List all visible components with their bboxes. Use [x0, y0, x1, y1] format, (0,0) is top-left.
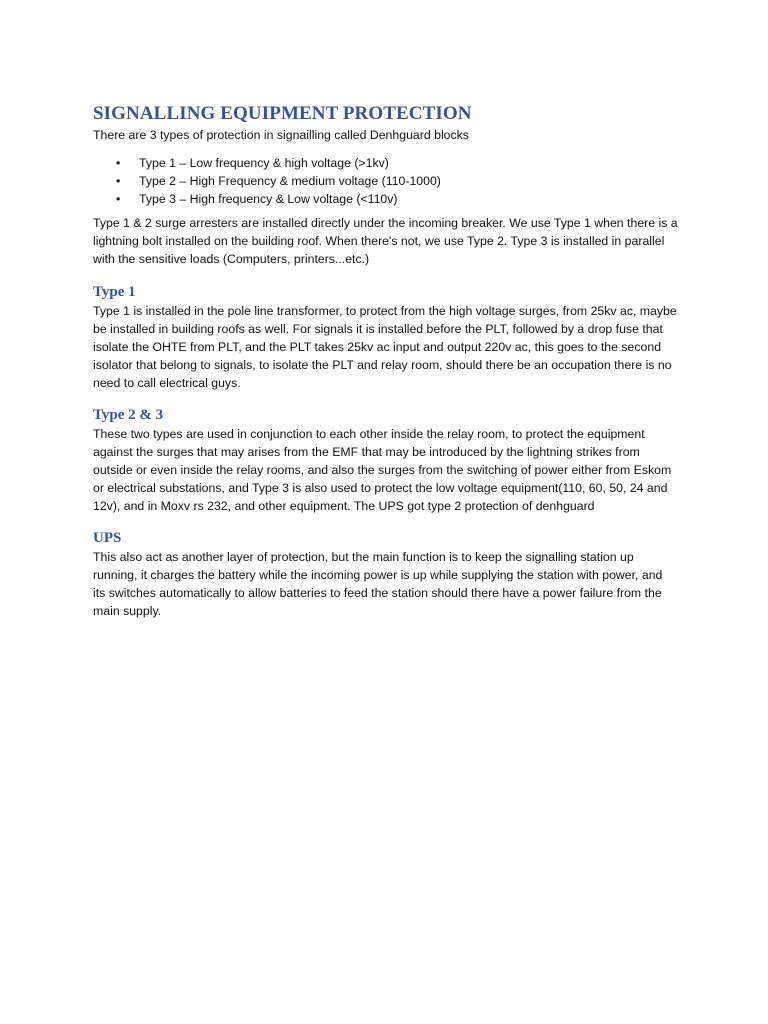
list-item-text: Type 3 – High frequency & Low voltage (<110v)	[139, 192, 398, 206]
list-item-text: Type 1 – Low frequency & high voltage (>1kv)	[139, 156, 389, 170]
list-item	[93, 172, 678, 190]
list-item	[93, 154, 678, 172]
document-title: SIGNALLING EQUIPMENT PROTECTION	[93, 103, 472, 124]
protection-types-list	[93, 154, 678, 208]
arresters-paragraph: Type 1 & 2 surge arresters are installed directly under the incoming breaker. We use Type 1 when there is a lightning bolt installed on the building roof. When there's not, we use Type 2. Type 3 is installed in parallel with the sensitive loads (Computers, printers...etc.)	[93, 216, 678, 266]
intro-paragraph: There are 3 types of protection in signailling called Denhguard blocks	[93, 128, 469, 142]
section-heading-type-2-3: Type 2 & 3	[93, 407, 164, 423]
section-body-ups: This also act as another layer of protection, but the main function is to keep the signalling station up running, it charges the battery while the incoming power is up while supplying the station with power, and its switches automatically to allow batteries to feed the station should there have a power failure from the main supply.	[93, 550, 663, 618]
bullet-icon: •	[116, 156, 121, 170]
section-body-type-1: Type 1 is installed in the pole line transformer, to protect from the high voltage surges, from 25kv ac, maybe be installed in building roofs as well. For signals it is installed before the PLT, followed by a drop fuse that isolate the OHTE from PLT, and the PLT takes 25kv ac input and output 220v ac, this goes to the second isolator that belong to signals, to isolate the PLT and relay room, should there be an occupation there is no need to call electrical guys.	[93, 304, 677, 390]
list-item	[93, 190, 678, 208]
section-heading-ups: UPS	[93, 530, 122, 546]
section-body-type-2-3: These two types are used in conjunction to each other inside the relay room, to protect the equipment against the surges that may arises from the EMF that may be introduced by the lightning strikes from outside or even inside the relay rooms, and also the surges from the switching of power either from Eskom or electrical substations, and Type 3 is also used to protect the low voltage equipment(110, 60, 50, 24 and 12v), and in Moxv rs 232, and other equipment. The UPS got type 2 protection of denhguard	[93, 427, 672, 513]
bullet-icon: •	[116, 174, 121, 188]
bullet-icon: •	[116, 192, 121, 206]
list-item-text: Type 2 – High Frequency & medium voltage (110-1000)	[139, 174, 441, 188]
section-heading-type-1: Type 1	[93, 284, 136, 300]
document-content	[93, 102, 678, 620]
